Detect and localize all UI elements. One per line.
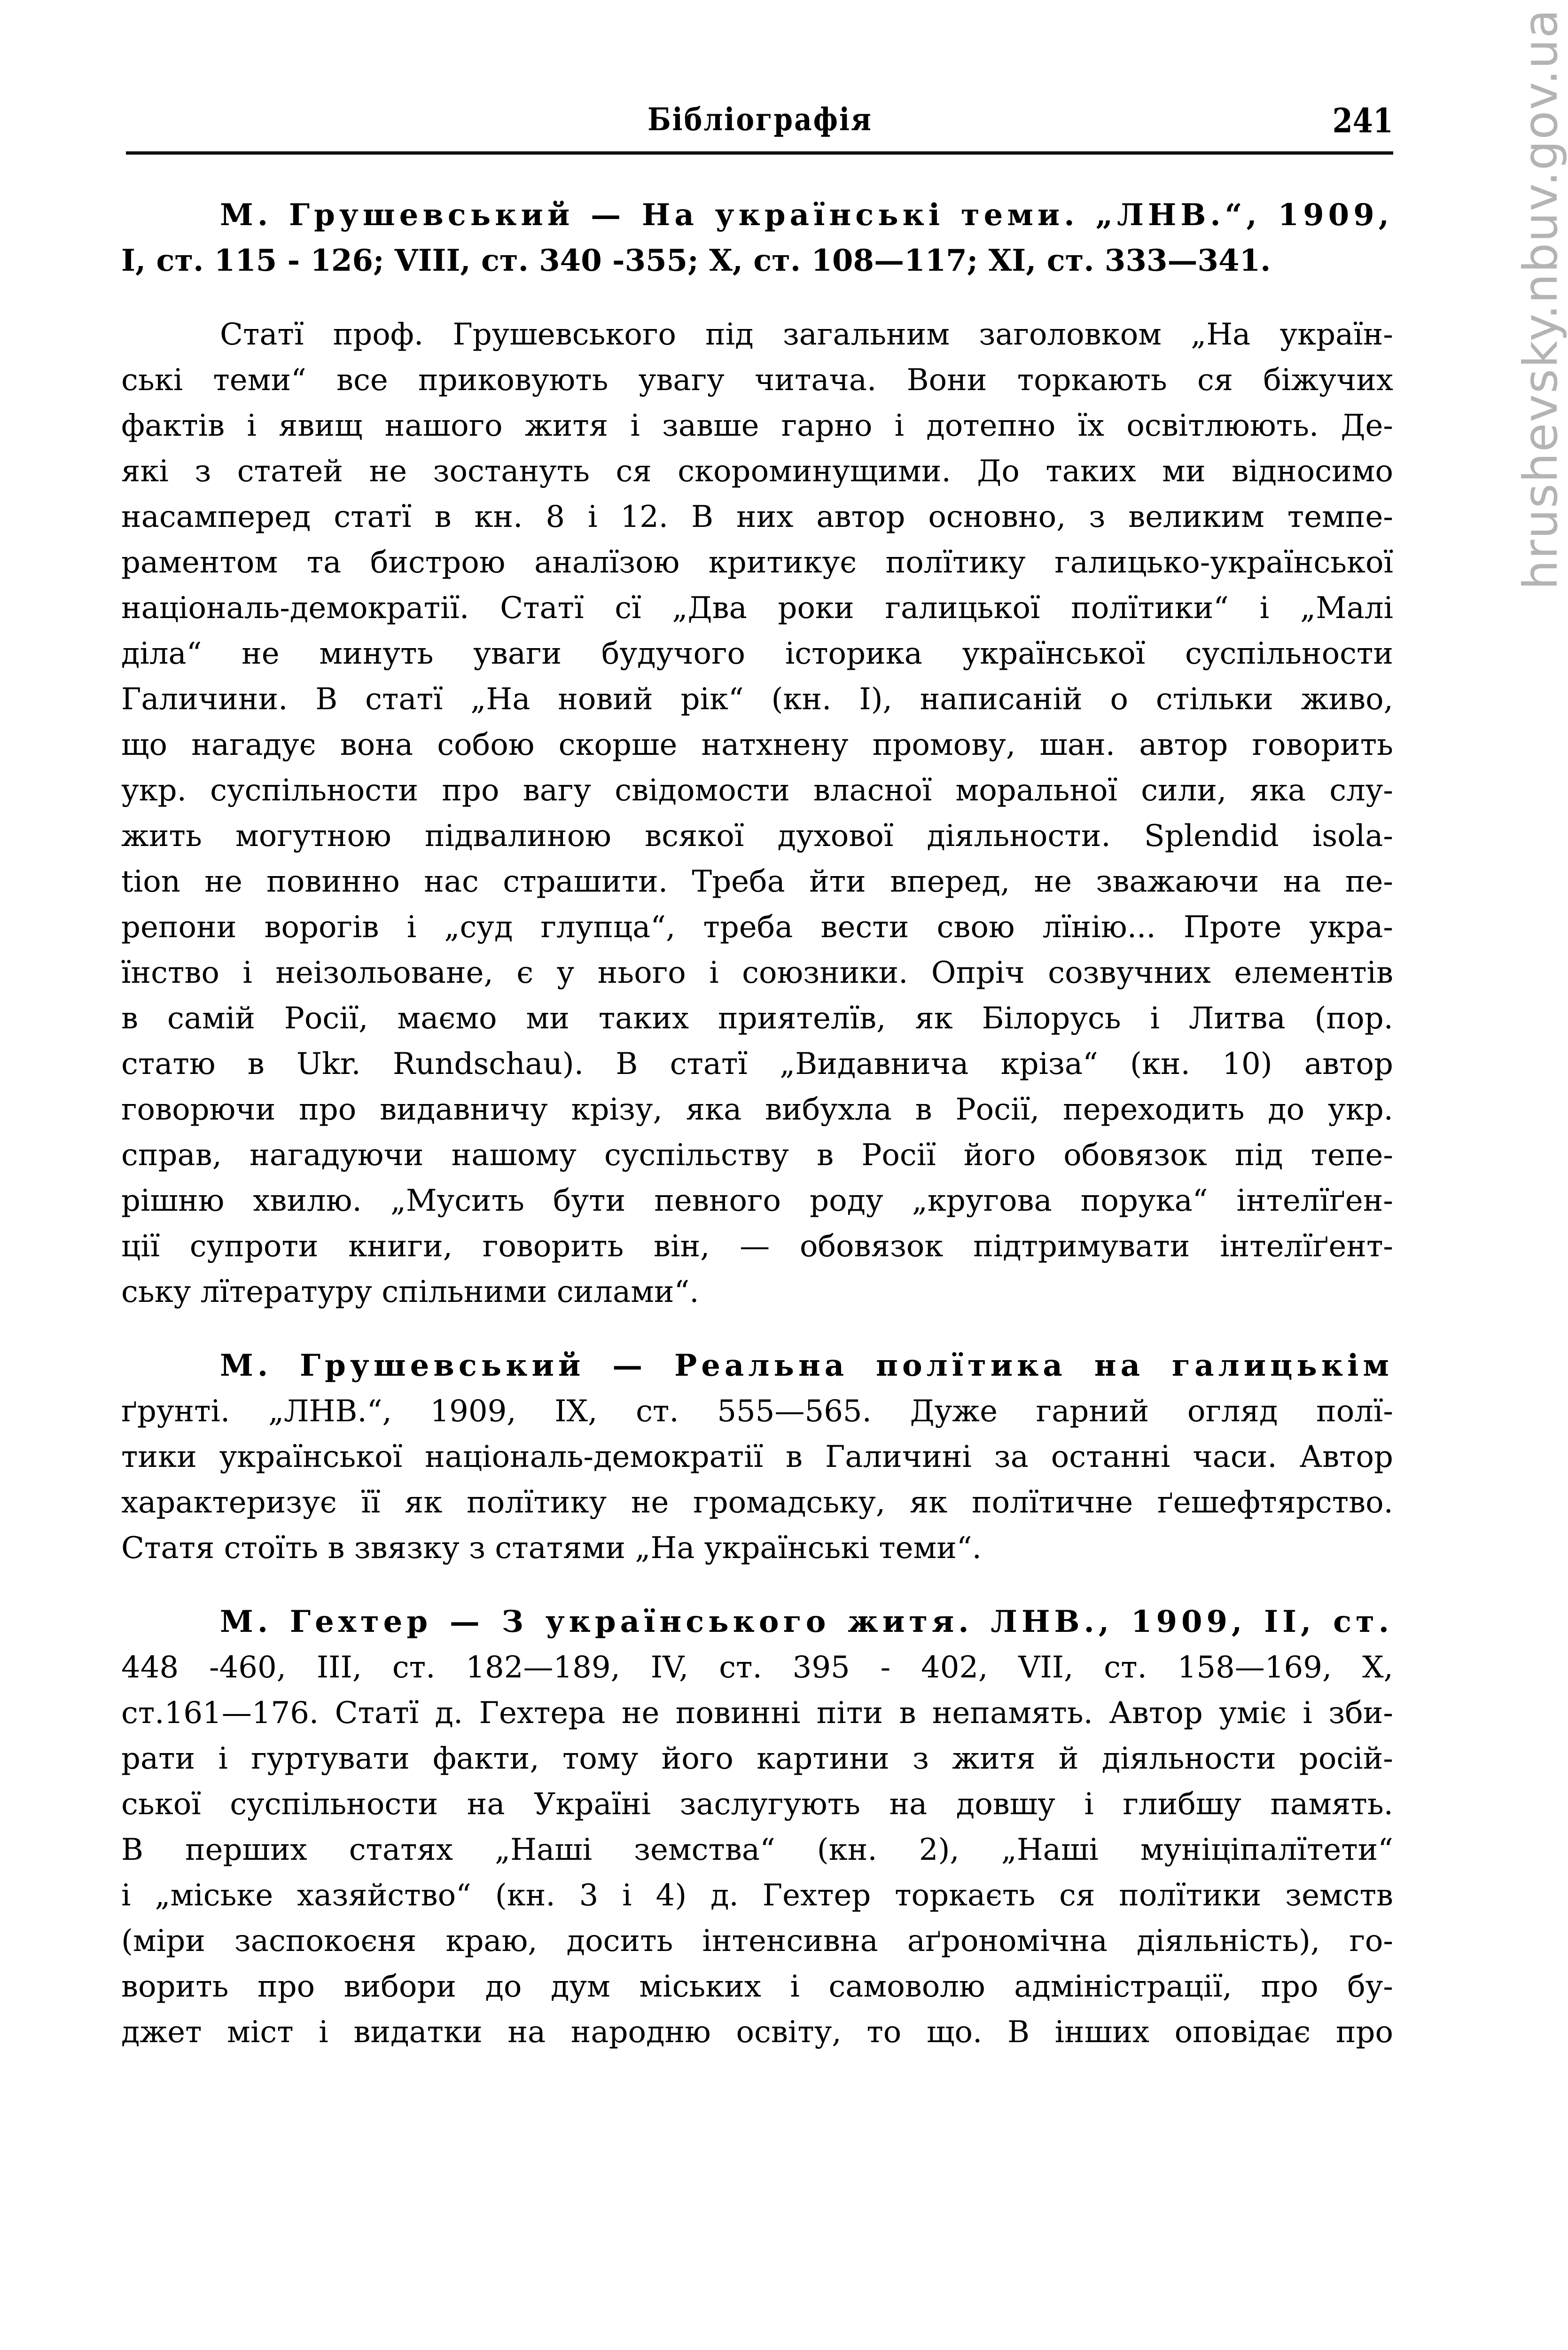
entry-2-heading: М. Грушевський — Реальна полїтика на галицькім	[220, 1348, 1393, 1383]
review-1-line: Галичини. В статї „На новий рік“ (кн. I), написаній o стільки живо,	[121, 682, 1393, 717]
review-1-line: фактів і явищ нашого житя і завше гарно і дотепно їх освітлюють. Де-	[121, 408, 1393, 443]
review-1-line: що нагадує вона собою скорше натхнену промову, шан. автор говорить	[121, 728, 1393, 762]
review-1-line: укр. суспільности про вагу свідомости власної моральної сили, яка слу-	[121, 773, 1393, 808]
watermark	[1468, 8, 1568, 592]
entry-1-heading-line-1: М. Грушевський — На українські теми. „ЛНВ.“, 1909,	[220, 197, 1393, 233]
running-header	[127, 101, 1393, 148]
review-1-line: в самій Росії, маємо ми таких приятелїв, як Білорусь і Литва (пор.	[121, 1001, 1393, 1036]
review-3-line: В перших статях „Наші земства“ (кн. 2), „Наші муніціпалїтети“	[121, 1833, 1393, 1867]
review-1-line: ську лїтературу спільними силами“.	[121, 1275, 699, 1309]
review-1-line: діла“ не минуть уваги будучого історика української суспільности	[121, 636, 1393, 671]
review-1-line: раментом та бистрою аналїзою критикує полїтику галицько-української	[121, 545, 1393, 580]
review-1-line: їнство і неізольоване, є у нього і союзники. Опріч созвучних елементів	[121, 956, 1393, 990]
review-3-line: ст.161—176. Статї д. Гехтера не повинні піти в непамять. Автор уміє і зби-	[121, 1696, 1393, 1731]
review-3-line: і „міське хазяйство“ (кн. 3 і 4) д. Гехтер торкаєть ся полїтики земств	[121, 1878, 1393, 1913]
running-title: Бібліографія	[647, 101, 873, 138]
review-1-line: національ-демократії. Статї сї „Два роки галицької полїтики“ і „Малі	[121, 591, 1393, 626]
review-1-line: статю в Ukr. Rundschau). В статї „Видавнича кріза“ (кн. 10) автор	[121, 1047, 1393, 1081]
page-number: 241	[1332, 101, 1393, 141]
review-3-line: рати і гуртувати факти, тому його картини з житя й діяльности росій-	[121, 1741, 1393, 1776]
review-3-line: джет міст і видатки на народню освіту, то що. В інших оповідає про	[121, 2015, 1393, 2050]
review-1-line: tion не повинно нас страшити. Треба йти вперед, не зважаючи на пе-	[121, 864, 1393, 899]
review-1-line: репони ворогів і „суд глупца“, треба вести свою лїнію... Проте укра-	[121, 910, 1393, 945]
review-2-line: Статя стоїть в звязку з статями „На українські теми“.	[121, 1531, 982, 1566]
review-2-line: тики української національ-демократії в Галичині за останні часи. Автор	[121, 1440, 1393, 1474]
header-rule	[126, 151, 1393, 155]
review-1-line: Статї проф. Грушевського під загальним заголовком „На україн-	[220, 317, 1393, 352]
review-1-line: ські теми“ все приковують увагу читача. Вони торкають ся біжучих	[121, 363, 1393, 398]
review-1-line: жить могутною підвалиною всякої духової діяльности. Splendid isola-	[121, 819, 1393, 854]
review-2-line: характеризує її як полїтику не громадську, як полїтичне ґешефтярство.	[121, 1485, 1393, 1520]
review-2-line: ґрунті. „ЛНВ.“, 1909, IX, ст. 555—565. Дуже гарний огляд полї-	[121, 1394, 1393, 1429]
review-1-line: ції супроти книги, говорить він, — обовязок підтримувати інтелїґент-	[121, 1229, 1393, 1264]
review-3-line: ської суспільности на Україні заслугують на довшу і глибшу память.	[121, 1787, 1393, 1822]
review-3-line: 448 -460, III, ст. 182—189, IV, ст. 395 - 402, VII, ст. 158—169, X,	[121, 1650, 1393, 1685]
review-1-line: які з статей не зостануть ся скороминущими. До таких ми відносимо	[121, 454, 1393, 489]
review-3-line: ворить про вибори до дум міських і самоволю адміністрації, про бу-	[121, 1969, 1393, 2004]
review-1-line: справ, нагадуючи нашому суспільству в Росії його обовязок під тепе-	[121, 1138, 1393, 1173]
review-3-line: (міри заспокоєня краю, досить інтенсивна аґрономічна діяльність), го-	[121, 1924, 1393, 1958]
review-1-line: говорючи про видавничу крізу, яка вибухла в Росії, переходить до укр.	[121, 1092, 1393, 1127]
watermark-text: hrushevsky.nbuv.gov.ua	[1513, 8, 1568, 590]
entry-1-heading-line-2: I, ст. 115 - 126; VIII, ст. 340 -355; X, ст. 108—117; XI, ст. 333—341.	[121, 243, 1271, 278]
review-1-line: насамперед статї в кн. 8 і 12. В них автор основно, з великим темпе-	[121, 500, 1393, 534]
review-1-line: рішню хвилю. „Мусить бути певного роду „кругова порука“ інтелїґен-	[121, 1183, 1393, 1218]
entry-3-heading: М. Гехтер — З українського житя. ЛНВ., 1909, II, ст.	[220, 1604, 1393, 1639]
